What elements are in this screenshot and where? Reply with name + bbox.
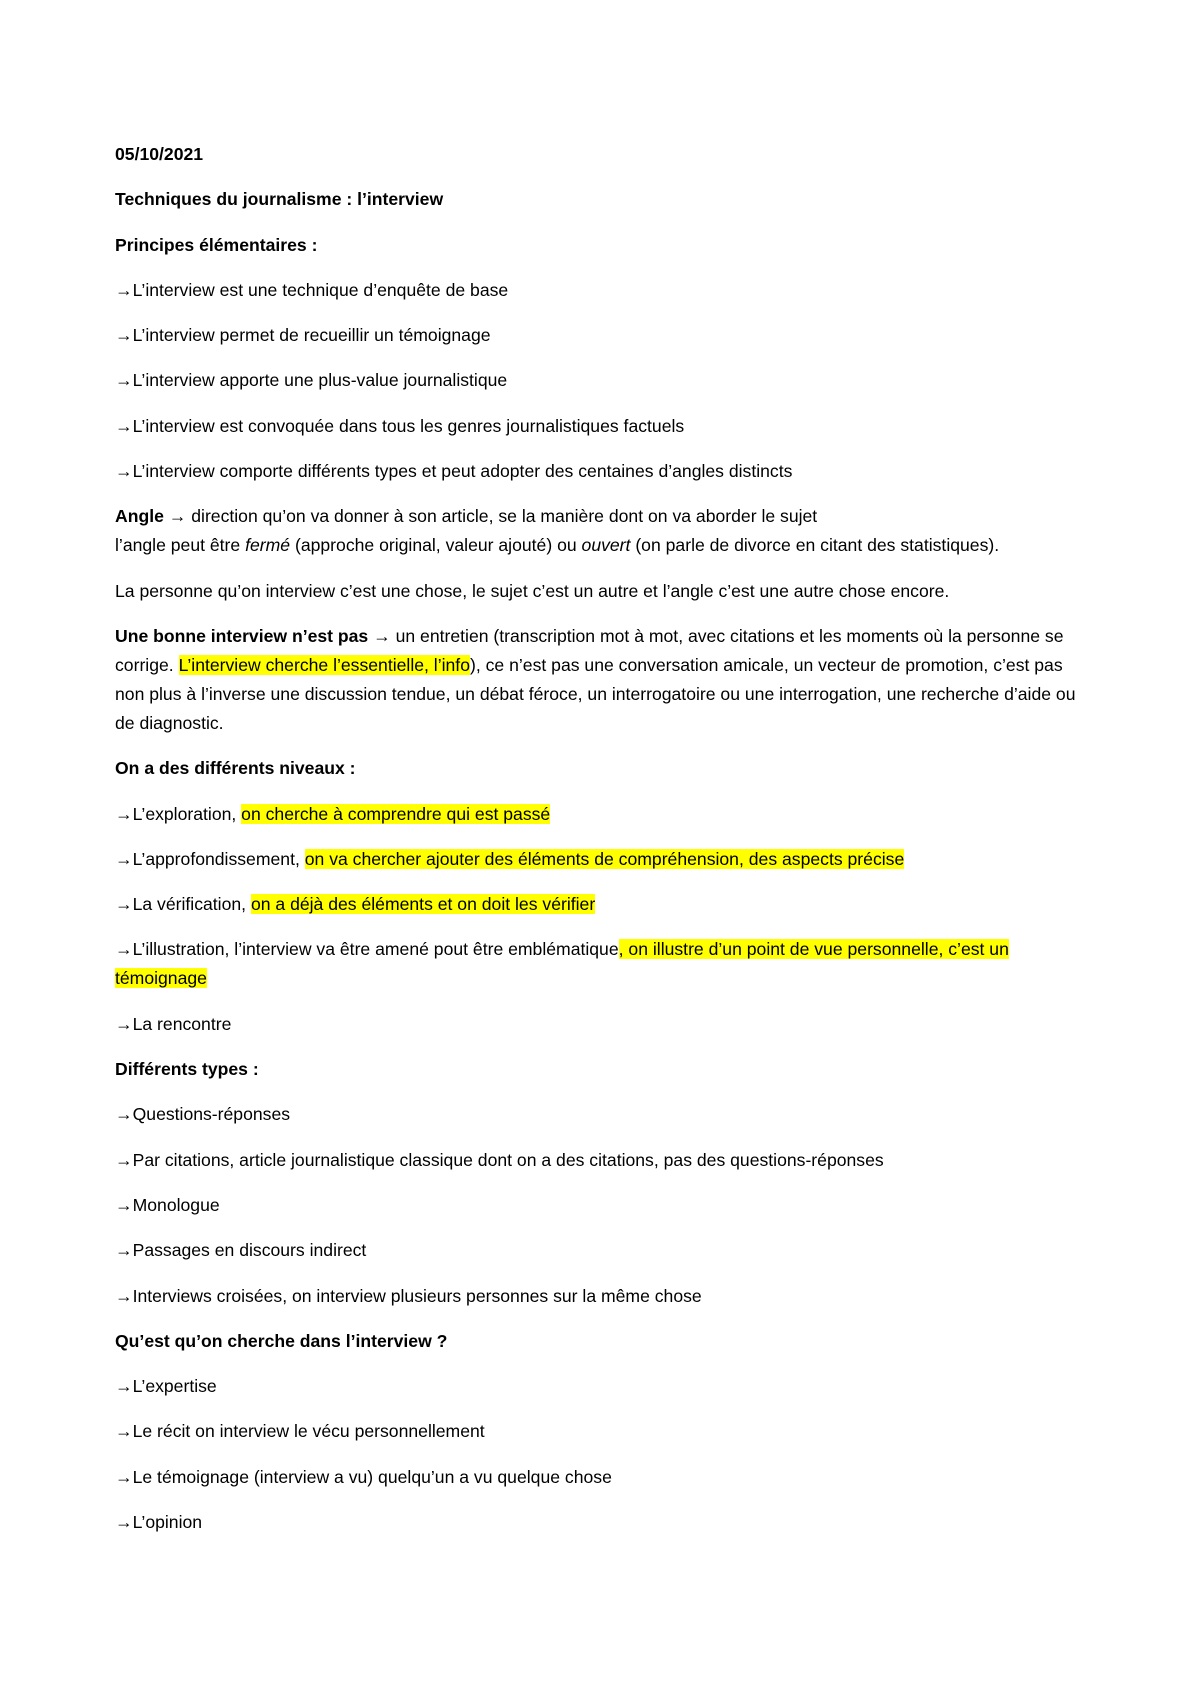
list-item: →L’interview permet de recueillir un témoignage: [115, 321, 1095, 350]
arrow-icon: →: [115, 461, 133, 482]
highlight: on cherche à comprendre qui est passé: [241, 803, 551, 824]
highlight: , on illustre d’un point de vue personnelle, c’est un témoignage: [115, 939, 1009, 989]
arrow-icon: →: [115, 325, 133, 346]
arrow-icon: →: [115, 1466, 133, 1487]
list-item: →L’interview apporte une plus-value journalistique: [115, 366, 1095, 395]
arrow-icon: →: [115, 1512, 133, 1533]
arrow-icon: →: [115, 1194, 133, 1215]
arrow-icon: →: [115, 1240, 133, 1261]
list-item: →L’opinion: [115, 1508, 1095, 1537]
arrow-icon: →: [115, 1421, 133, 1442]
list-item: →L’interview est convoquée dans tous les genres journalistiques factuels: [115, 412, 1095, 441]
document-title: Techniques du journalisme : l’interview: [115, 189, 444, 210]
arrow-icon: →: [373, 625, 391, 646]
arrow-icon: →: [115, 848, 133, 869]
arrow-icon: →: [115, 370, 133, 391]
list-item: →La vérification, on a déjà des éléments et on doit les vérifier: [115, 890, 1095, 919]
personne-paragraph: La personne qu’on interview c’est une chose, le sujet c’est un autre et l’angle c’est une autre chose encore.: [115, 580, 950, 601]
arrow-icon: →: [115, 1013, 133, 1034]
list-item: →L’illustration, l’interview va être amené pout être emblématique, on illustre d’un point de vue personnelle, c’est un témoignage: [115, 935, 1095, 993]
list-item: →L’interview comporte différents types et peut adopter des centaines d’angles distincts: [115, 457, 1095, 486]
arrow-icon: →: [115, 894, 133, 915]
cherche-heading: Qu’est qu’on cherche dans l’interview ?: [115, 1330, 448, 1351]
angle-ferme: fermé: [245, 535, 291, 556]
list-item: →Par citations, article journalistique classique dont on a des citations, pas des questions-réponses: [115, 1146, 1095, 1175]
list-item: →Interviews croisées, on interview plusieurs personnes sur la même chose: [115, 1282, 1095, 1311]
angle-ouvert: ouvert: [581, 535, 631, 556]
arrow-icon: →: [115, 1285, 133, 1306]
angle-term: Angle: [115, 506, 169, 527]
list-item: →Le récit on interview le vécu personnellement: [115, 1417, 1095, 1446]
list-item: →L’approfondissement, on va chercher ajouter des éléments de compréhension, des aspects précise: [115, 845, 1095, 874]
arrow-icon: →: [115, 279, 133, 300]
principes-heading: Principes élémentaires :: [115, 234, 318, 255]
list-item: →Passages en discours indirect: [115, 1236, 1095, 1265]
list-item: →Monologue: [115, 1191, 1095, 1220]
arrow-icon: →: [168, 506, 187, 527]
list-item: →La rencontre: [115, 1010, 1095, 1039]
list-item: →Questions-réponses: [115, 1100, 1095, 1129]
list-item: →Le témoignage (interview a vu) quelqu’un a vu quelque chose: [115, 1463, 1095, 1492]
niveaux-heading: On a des différents niveaux :: [115, 758, 356, 779]
arrow-icon: →: [115, 415, 133, 436]
highlight: on va chercher ajouter des éléments de compréhension, des aspects précise: [304, 848, 905, 869]
angle-paragraph: Angle → direction qu’on va donner à son article, se la manière dont on va aborder le sujet l’angle peut être fermé (approche original, valeur ajouté) ou ouvert (on parle de divorce en citant des statistiques).: [115, 502, 1095, 560]
arrow-icon: →: [115, 1376, 133, 1397]
list-item: →L’exploration, on cherche à comprendre qui est passé: [115, 800, 1095, 829]
arrow-icon: →: [115, 803, 133, 824]
list-item: →L’interview est une technique d’enquête de base: [115, 276, 1095, 305]
highlight: L’interview cherche l’essentielle, l’info: [178, 654, 470, 675]
arrow-icon: →: [115, 1104, 133, 1125]
arrow-icon: →: [115, 1149, 133, 1170]
arrow-icon: →: [115, 939, 133, 960]
bonne-term: Une bonne interview n’est pas: [115, 625, 374, 646]
types-heading: Différents types :: [115, 1059, 259, 1080]
bonne-interview-paragraph: Une bonne interview n’est pas → un entretien (transcription mot à mot, avec citations et les moments où la personne se corrige. L’interview cherche l’essentielle, l’info), ce n’est pas une conversation amicale, un vecteur de promotion, c’est pas non plus à l’inverse une discussion tendue, un débat féroce, un interrogatoire ou une interrogation, une recherche d’aide ou de diagnostic.: [115, 622, 1095, 738]
document-date: 05/10/2021: [115, 144, 204, 164]
list-item: →L’expertise: [115, 1372, 1095, 1401]
document-page: [115, 140, 1095, 1553]
highlight: on a déjà des éléments et on doit les vérifier: [250, 894, 596, 915]
